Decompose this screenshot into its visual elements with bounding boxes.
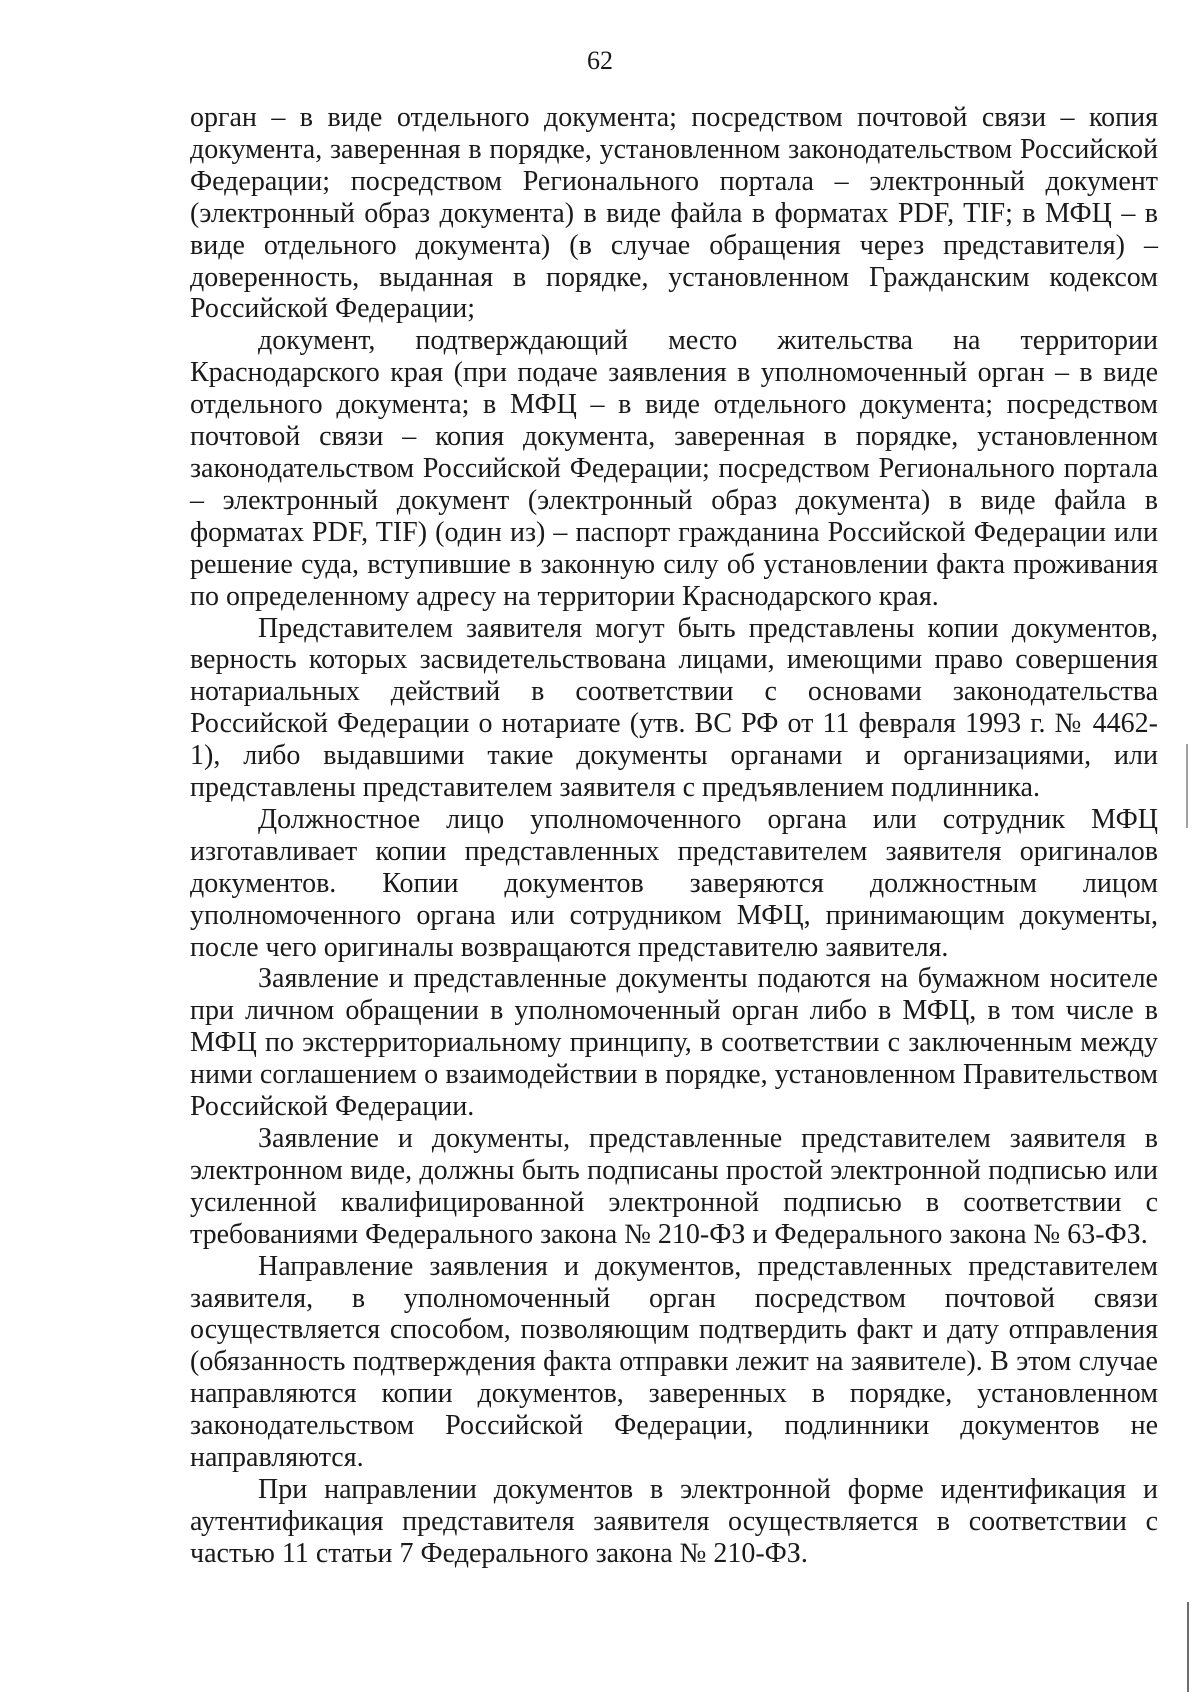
paragraph-electronic-signature: Заявление и документы, представленные представителем заявителя в электронном виде, должны быть подписаны простой электронной подписью или усиленной квалифицированной электронной подписью в соответствии с требованиями Федерального закона № 210-ФЗ и Федерального закона № 63-ФЗ. (190, 1123, 1158, 1250)
paragraph-representative-copies: Представителем заявителя могут быть представлены копии документов, верность которых засвидетельствована лицами, имеющими право совершения нотариальных действий в соответствии с основами законодательства Российской Федерации о нотариате (утв. ВС РФ от 11 февраля 1993 г. № 4462-1), либо выдавшими такие документы органами и организациями, или представлены представителем заявителя с предъявлением подлинника. (190, 612, 1158, 804)
scan-edge-mark (1186, 744, 1188, 828)
page-number: 62 (587, 46, 613, 75)
paragraph-paper-submission: Заявление и представленные документы подаются на бумажном носителе при личном обращении в уполномоченный орган либо в МФЦ, в том числе в МФЦ по экстерриториальному принципу, в соответствии с заключенным между ними соглашением о взаимодействии в порядке, установленном Правительством Российской Федерации. (190, 963, 1158, 1123)
paragraph-official-copies: Должностное лицо уполномоченного органа или сотрудник МФЦ изготавливает копии представленных представителем заявителя оригиналов документов. Копии документов заверяются должностным лицом уполномоченного органа или сотрудником МФЦ, принимающим документы, после чего оригиналы возвращаются представителю заявителя. (190, 803, 1158, 963)
document-body (190, 102, 1158, 1570)
scan-edge-mark (1187, 1602, 1189, 1692)
paragraph-residence-document: документ, подтверждающий место жительства на территории Краснодарского края (при подаче заявления в уполномоченный орган – в виде отдельного документа; в МФЦ – в виде отдельного документа; посредством почтовой связи – копия документа, заверенная в порядке, установленном законодательством Российской Федерации; посредством Регионального портала – электронный документ (электронный образ документа) в виде файла в форматах PDF, TIF) (один из) – паспорт гражданина Российской Федерации или решение суда, вступившие в законную силу об установлении факта проживания по определенному адресу на территории Краснодарского края. (190, 325, 1158, 612)
paragraph-postal-submission: Направление заявления и документов, представленных представителем заявителя, в уполномоченный орган посредством почтовой связи осуществляется способом, позволяющим подтвердить факт и дату отправления (обязанность подтверждения факта отправки лежит на заявителе). В этом случае направляются копии документов, заверенных в порядке, установленном законодательством Российской Федерации, подлинники документов не направляются. (190, 1250, 1158, 1474)
paragraph-continuation: орган – в виде отдельного документа; посредством почтовой связи – копия документа, заверенная в порядке, установленном законодательством Российской Федерации; посредством Регионального портала – электронный документ (электронный образ документа) в виде файла в форматах PDF, TIF; в МФЦ – в виде отдельного документа) (в случае обращения через представителя) – доверенность, выданная в порядке, установленном Гражданским кодексом Российской Федерации; (190, 102, 1158, 325)
paragraph-electronic-identification: При направлении документов в электронной форме идентификация и аутентификация представителя заявителя осуществляется в соответствии с частью 11 статьи 7 Федерального закона № 210-ФЗ. (190, 1473, 1158, 1569)
